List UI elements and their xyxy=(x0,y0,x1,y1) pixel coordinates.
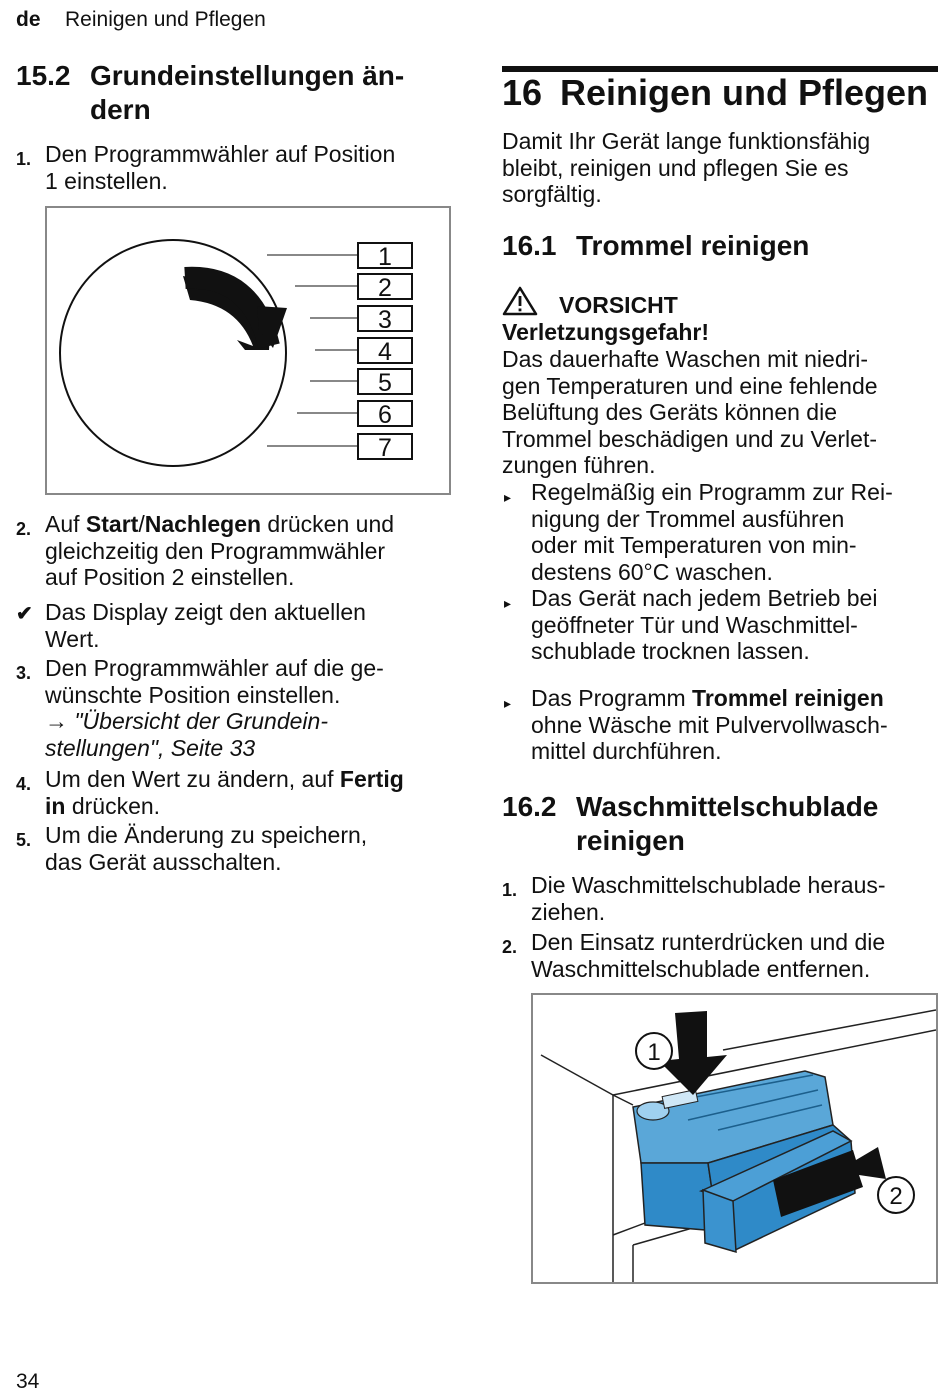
step-number: 3. xyxy=(16,663,32,683)
section-title: Trommel reinigen xyxy=(576,230,810,261)
step-number: 1. xyxy=(502,880,518,900)
running-header: Reinigen und Pflegen xyxy=(65,8,266,31)
step-text: Den Programmwähler auf Position xyxy=(45,141,396,167)
dial-position-label: 2 xyxy=(378,274,392,302)
key-nachlegen: Nachlegen xyxy=(144,511,262,537)
caution-title: Verletzungsgefahr! xyxy=(502,319,710,345)
bullet-icon: ▸ xyxy=(504,695,512,711)
step-text: wünschte Position einstellen. xyxy=(45,681,341,708)
result-text: Das Display zeigt den aktuellen xyxy=(45,599,366,625)
dial-position-label: 7 xyxy=(378,434,392,462)
step-text: auf Position 2 einstellen. xyxy=(45,564,295,590)
section-number: 15.2 xyxy=(16,60,71,91)
section-number: 16.2 xyxy=(502,791,557,822)
section-title-line2: dern xyxy=(90,94,151,125)
section-heading-16-2 xyxy=(502,790,879,856)
bullet-icon: ▸ xyxy=(504,595,512,611)
bullet-icon: ▸ xyxy=(504,489,512,505)
checkmark-icon: ✔ xyxy=(16,603,33,625)
key-start: Start xyxy=(85,511,139,537)
cross-reference-link[interactable]: stellungen", Seite 33 xyxy=(45,734,256,761)
callout-number: 2 xyxy=(889,1183,903,1210)
dial-position-label: 6 xyxy=(378,401,392,429)
step-number: 4. xyxy=(16,774,32,794)
section-title-line1: Grundeinstellungen än- xyxy=(90,60,405,91)
step-text: Den Programmwähler auf die ge- xyxy=(45,655,384,681)
result-text: Wert. xyxy=(45,625,100,652)
step-number: 5. xyxy=(16,830,32,850)
step-text: gleichzeitig den Programmwähler xyxy=(45,537,386,564)
dial-position-label: 3 xyxy=(378,306,392,334)
cross-reference-link[interactable]: → "Übersicht der Grundein- xyxy=(45,708,328,734)
key-fertig: Fertig xyxy=(339,766,404,792)
caution-text: Das dauerhafte Waschen mit niedri- gen Temperaturen und eine fehlende Belüftung des Geräts können die Trommel beschädigen und zu Verlet- zungen führen. xyxy=(502,346,878,478)
step-text-line2: in drücken. xyxy=(45,792,161,819)
dial-position-label: 4 xyxy=(378,338,392,366)
program-selector-illustration xyxy=(47,208,449,493)
step-text-line1: Um den Wert zu ändern, auf Fertig xyxy=(45,766,404,792)
step-text: das Gerät ausschalten. xyxy=(45,848,282,875)
chapter-intro: Damit Ihr Gerät lange funktionsfähig bleibt, reinigen und pflegen Sie es sorgfältig. xyxy=(502,128,871,207)
callout-number: 1 xyxy=(647,1039,661,1066)
section-title-line2: reinigen xyxy=(576,825,685,856)
step-number: 1. xyxy=(16,149,32,169)
drawer-removal-illustration xyxy=(533,995,936,1282)
program-selector-figure xyxy=(45,206,451,495)
chapter-heading-16 xyxy=(502,72,929,114)
dial-position-label: 1 xyxy=(378,243,392,271)
step-text: Um die Änderung zu speichern, xyxy=(45,822,368,848)
step-text: 1 einstellen. xyxy=(45,167,168,194)
chapter-number: 16 xyxy=(502,72,543,113)
step-number: 2. xyxy=(16,519,32,539)
step-number: 2. xyxy=(502,937,518,957)
chapter-title: Reinigen und Pflegen xyxy=(560,72,929,113)
key-in: in xyxy=(45,792,66,819)
language-code: de xyxy=(16,8,41,31)
step-text-line1: Auf Start/Nachlegen drücken und xyxy=(45,511,395,537)
dial-position-label: 5 xyxy=(378,369,392,397)
program-name: Trommel reinigen xyxy=(692,685,884,711)
section-heading-16-1 xyxy=(502,229,810,263)
section-number: 16.1 xyxy=(502,230,557,261)
section-heading-15-2 xyxy=(16,59,405,125)
warning-triangle-icon xyxy=(502,286,538,316)
detergent-drawer-figure xyxy=(531,993,938,1284)
page-number: 34 xyxy=(16,1370,40,1393)
caution-label: VORSICHT xyxy=(559,292,678,318)
section-title-line1: Waschmittelschublade xyxy=(576,791,879,822)
selector-dial xyxy=(60,240,286,466)
